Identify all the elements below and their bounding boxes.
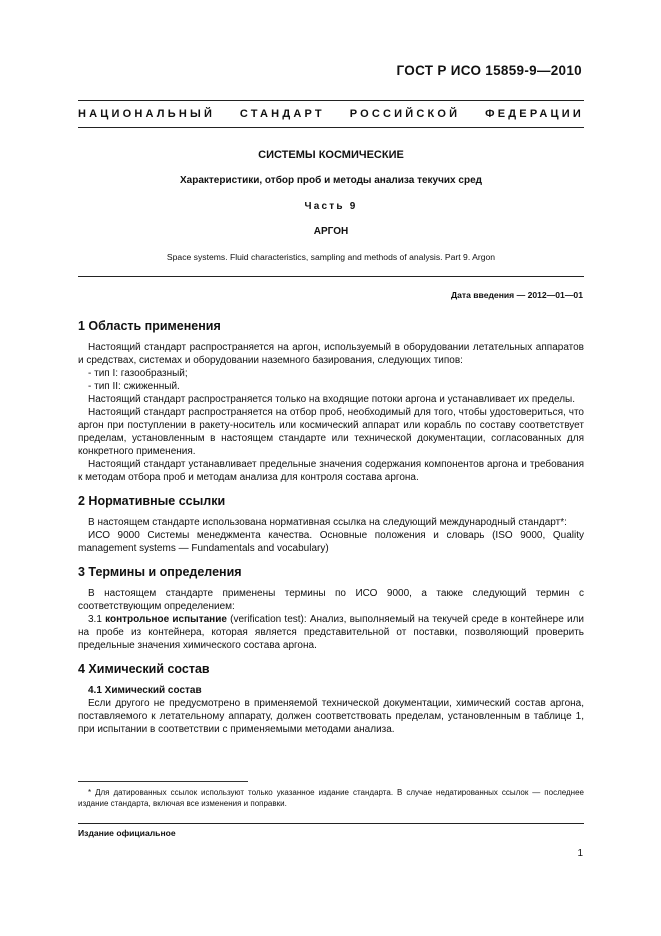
footnote: * Для датированных ссылок используют только указанное издание стандарта. В случае недатированных ссылок — последнее издание стандарта, включая все изменения и поправки. [78, 788, 584, 808]
paragraph: Настоящий стандарт распространяется на аргон, используемый в оборудовании летательных аппаратов и средствах, системах и оборудовании наземного базирования, следующих типов: [78, 342, 584, 366]
term-definition [78, 613, 584, 652]
title-name: АРГОН [313, 226, 349, 237]
title-divider [78, 276, 584, 277]
section-heading: 4 Химический состав [78, 662, 210, 676]
page-number: 1 [577, 848, 583, 859]
banner-divider [78, 127, 584, 128]
section-normative-references [78, 493, 584, 555]
footer-divider [78, 823, 584, 824]
section-heading: 1 Область применения [78, 319, 221, 333]
official-edition-label: Издание официальное [78, 828, 176, 838]
document-body [78, 318, 584, 745]
list-item: - тип II: сжиженный. [88, 381, 180, 392]
title-main: СИСТЕМЫ КОСМИЧЕСКИЕ [258, 149, 404, 161]
term-number: 3.1 [88, 614, 102, 625]
term-name: контрольное испытание [105, 614, 227, 625]
section-heading: 2 Нормативные ссылки [78, 494, 226, 508]
list-item: - тип I: газообразный; [88, 368, 188, 379]
title-part: Часть 9 [304, 201, 358, 212]
paragraph: В настоящем стандарте применены термины по ИСО 9000, а также следующий термин с соответствующим определением: [78, 588, 584, 612]
section-chemical-composition [78, 661, 584, 736]
national-standard-banner: НАЦИОНАЛЬНЫЙ СТАНДАРТ РОССИЙСКОЙ ФЕДЕРАЦИИ [78, 108, 584, 120]
date-of-introduction: Дата введения — 2012—01—01 [450, 290, 583, 300]
paragraph: Настоящий стандарт распространяется на отбор проб, необходимый для того, чтобы удостовериться, что аргон при поступлении в ракету-носитель или космический аппарат или корабль по составу соответствует пределам, установленным в настоящем стандарте или технической документации, согласованных для конкретного применения. [78, 407, 584, 457]
term-text: (verification test): Анализ, выполняемый на текучей среде в контейнере или на пробе из контейнера, которая является представительной от поставки, позволяющий проверить предельные значения химического состава аргона. [78, 614, 585, 651]
paragraph: ИСО 9000 Системы менеджмента качества. Основные положения и словарь (ISO 9000, Quality management systems — Fundamentals and vocabulary) [78, 530, 584, 554]
subsection-heading: 4.1 Химический состав [88, 685, 202, 696]
title-subtitle: Характеристики, отбор проб и методы анализа текучих сред [180, 175, 482, 186]
section-heading: 3 Термины и определения [78, 565, 242, 579]
document-code: ГОСТ Р ИСО 15859-9—2010 [396, 63, 582, 78]
footnote-divider [78, 781, 248, 782]
section-scope [78, 318, 584, 484]
title-english: Space systems. Fluid characteristics, sampling and methods of analysis. Part 9. Argon [166, 252, 496, 262]
header-divider [78, 100, 584, 101]
paragraph: В настоящем стандарте использована нормативная ссылка на следующий международный стандарт*: [88, 517, 567, 528]
section-terms [78, 564, 584, 652]
paragraph: Настоящий стандарт распространяется только на входящие потоки аргона и устанавливает их пределы. [88, 394, 576, 405]
paragraph: Если другого не предусмотрено в применяемой технической документации, химический состав аргона, поставляемого к летательному аппарату, должен соответствовать пределам, установленным в таблице 1, при испытании в соответствии с применяемыми методами анализа. [78, 698, 584, 735]
paragraph: Настоящий стандарт устанавливает предельные значения содержания компонентов аргона и требования к методам отбора проб и методам анализа для контроля состава аргона. [78, 459, 584, 483]
